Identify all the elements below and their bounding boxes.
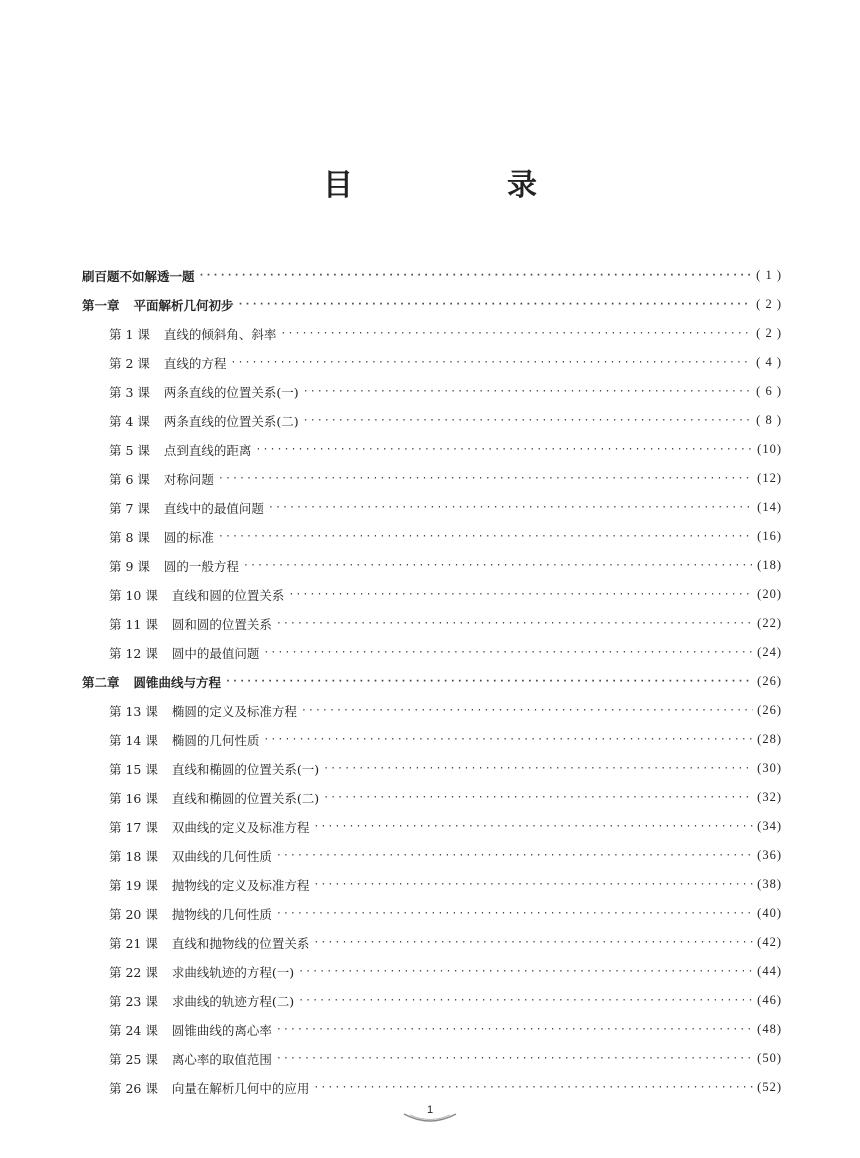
entry-title: 直线和椭圆的位置关系(二): [171, 790, 320, 806]
entry-page-number: ( 2 ): [756, 297, 782, 311]
entry-page-number: (16): [757, 529, 782, 543]
entry-page-number: (24): [757, 645, 782, 659]
entry-number: 第 7 课: [109, 500, 150, 516]
entry-number: 第 26 课: [109, 1080, 158, 1096]
entry-number: 第 4 课: [109, 413, 150, 429]
entry-title: 两条直线的位置关系(二): [163, 413, 299, 429]
entry-page-number: (14): [757, 500, 782, 514]
leader-dots: [323, 792, 753, 803]
entry-title: 刷百题不如解透一题: [82, 268, 195, 284]
entry-number: 第 13 课: [109, 703, 158, 719]
entry-number: 第 20 课: [109, 906, 158, 922]
toc-lesson-entry: [82, 493, 782, 522]
entry-page-number: (30): [757, 761, 782, 775]
entry-number: 第 6 课: [109, 471, 150, 487]
entry-number: 第 22 课: [109, 964, 158, 980]
toc-lesson-entry: [82, 609, 782, 638]
entry-number: 第 15 课: [109, 761, 158, 777]
toc-lesson-entry: [82, 870, 782, 899]
entry-title: 直线中的最值问题: [163, 500, 264, 516]
entry-page-number: (52): [757, 1080, 782, 1094]
entry-title: 离心率的取值范围: [171, 1051, 272, 1067]
entry-page-number: (50): [757, 1051, 782, 1065]
entry-title: 直线和圆的位置关系: [171, 587, 285, 603]
entry-page-number: (12): [757, 471, 782, 485]
entry-page-number: ( 8 ): [756, 413, 782, 427]
leader-dots: [323, 763, 753, 774]
entry-page-number: (32): [757, 790, 782, 804]
entry-page-number: (46): [757, 993, 782, 1007]
entry-title: 椭圆的定义及标准方程: [171, 703, 297, 719]
entry-number: 第 8 课: [109, 529, 150, 545]
entry-number: 第 3 课: [109, 384, 150, 400]
entry-page-number: (26): [757, 674, 782, 688]
entry-page-number: (10): [757, 442, 782, 456]
entry-title: 圆锥曲线的离心率: [171, 1022, 272, 1038]
entry-title: 求曲线轨迹的方程(一): [171, 964, 295, 980]
entry-title: 抛物线的定义及标准方程: [171, 877, 310, 893]
leader-dots: [288, 589, 753, 600]
entry-number: 第 10 课: [109, 587, 158, 603]
leader-dots: [313, 821, 753, 832]
page-number: 1: [426, 1104, 434, 1116]
page-title: 目 录: [323, 168, 599, 203]
entry-number: 第 14 课: [109, 732, 158, 748]
entry-page-number: ( 6 ): [756, 384, 782, 398]
leader-dots: [230, 357, 752, 368]
entry-page-number: (48): [757, 1022, 782, 1036]
leader-dots: [313, 1082, 753, 1093]
entry-page-number: (40): [757, 906, 782, 920]
leader-dots: [313, 879, 753, 890]
toc-lesson-entry: [82, 725, 782, 754]
toc-lesson-entry: [82, 696, 782, 725]
toc-lesson-entry: [82, 1073, 782, 1102]
entry-page-number: (38): [757, 877, 782, 891]
leader-dots: [276, 908, 753, 919]
leader-dots: [243, 560, 753, 571]
entry-title: 双曲线的几何性质: [171, 848, 272, 864]
entry-title: 椭圆的几何性质: [171, 732, 260, 748]
leader-dots: [263, 647, 753, 658]
toc-lesson-entry: [82, 783, 782, 812]
entry-page-number: (36): [757, 848, 782, 862]
entry-page-number: (42): [757, 935, 782, 949]
toc-lesson-entry: [82, 580, 782, 609]
entry-title: 平面解析几何初步: [133, 297, 234, 313]
entry-title: 求曲线的轨迹方程(二): [171, 993, 295, 1009]
toc-lesson-entry: [82, 551, 782, 580]
leader-dots: [276, 1024, 753, 1035]
toc-lesson-entry: [82, 638, 782, 667]
leader-dots: [303, 386, 753, 397]
entry-page-number: (44): [757, 964, 782, 978]
entry-number: 第 5 课: [109, 442, 150, 458]
toc-chapter-entry: [82, 667, 782, 696]
leader-dots: [276, 850, 753, 861]
entry-number: 第 18 课: [109, 848, 158, 864]
leader-dots: [255, 444, 753, 455]
leader-dots: [313, 937, 753, 948]
toc-lesson-entry: [82, 928, 782, 957]
entry-title: 向量在解析几何中的应用: [171, 1080, 310, 1096]
entry-page-number: (18): [757, 558, 782, 572]
entry-number: 第 11 课: [109, 616, 158, 632]
entry-page-number: (22): [757, 616, 782, 630]
leader-dots: [263, 734, 753, 745]
toc-lesson-entry: [82, 319, 782, 348]
toc-lesson-entry: [82, 406, 782, 435]
entry-title: 直线和抛物线的位置关系: [171, 935, 310, 951]
toc-lesson-entry: [82, 899, 782, 928]
leader-dots: [276, 1053, 753, 1064]
table-of-contents: [82, 261, 782, 1102]
entry-page-number: (34): [757, 819, 782, 833]
entry-page-number: (26): [757, 703, 782, 717]
entry-title: 直线的倾斜角、斜率: [163, 326, 277, 342]
entry-page-number: ( 4 ): [756, 355, 782, 369]
toc-lesson-entry: [82, 1044, 782, 1073]
toc-lesson-entry: [82, 1015, 782, 1044]
entry-number: 第 21 课: [109, 935, 158, 951]
leader-dots: [276, 618, 753, 629]
entry-number: 第 16 课: [109, 790, 158, 806]
entry-title: 直线和椭圆的位置关系(一): [171, 761, 320, 777]
toc-lesson-entry: [82, 464, 782, 493]
entry-page-number: ( 2 ): [756, 326, 782, 340]
entry-number: 第 17 课: [109, 819, 158, 835]
entry-title: 圆锥曲线与方程: [133, 674, 222, 690]
leader-dots: [298, 966, 753, 977]
entry-title: 圆的标准: [163, 529, 214, 545]
leader-dots: [238, 299, 753, 310]
entry-title: 点到直线的距离: [163, 442, 252, 458]
leader-dots: [218, 473, 753, 484]
entry-title: 双曲线的定义及标准方程: [171, 819, 310, 835]
entry-title: 直线的方程: [163, 355, 227, 371]
toc-chapter-entry: [82, 290, 782, 319]
leader-dots: [268, 502, 753, 513]
leader-dots: [301, 705, 753, 716]
entry-page-number: (28): [757, 732, 782, 746]
entry-title: 圆和圆的位置关系: [171, 616, 272, 632]
toc-lesson-entry: [82, 435, 782, 464]
toc-lesson-entry: [82, 754, 782, 783]
entry-title: 两条直线的位置关系(一): [163, 384, 299, 400]
entry-number: 第 12 课: [109, 645, 158, 661]
leader-dots: [280, 328, 752, 339]
entry-title: 圆中的最值问题: [171, 645, 260, 661]
entry-number: 第 25 课: [109, 1051, 158, 1067]
leader-dots: [298, 995, 753, 1006]
leader-dots: [218, 531, 753, 542]
entry-number: 第 9 课: [109, 558, 150, 574]
toc-lesson-entry: [82, 377, 782, 406]
entry-number: 第 2 课: [109, 355, 150, 371]
toc-lesson-entry: [82, 348, 782, 377]
toc-lesson-entry: [82, 522, 782, 551]
entry-number: 第 19 课: [109, 877, 158, 893]
entry-page-number: (20): [757, 587, 782, 601]
entry-number: 第 23 课: [109, 993, 158, 1009]
entry-title: 对称问题: [163, 471, 214, 487]
toc-lesson-entry: [82, 812, 782, 841]
entry-number: 第二章: [82, 674, 120, 690]
toc-lesson-entry: [82, 986, 782, 1015]
entry-number: 第一章: [82, 297, 120, 313]
toc-lesson-entry: [82, 957, 782, 986]
leader-dots: [225, 676, 753, 687]
toc-chapter-entry: [82, 261, 782, 290]
leader-dots: [303, 415, 753, 426]
toc-lesson-entry: [82, 841, 782, 870]
entry-number: 第 24 课: [109, 1022, 158, 1038]
entry-title: 抛物线的几何性质: [171, 906, 272, 922]
entry-number: 第 1 课: [109, 326, 150, 342]
entry-page-number: ( 1 ): [756, 268, 782, 282]
leader-dots: [199, 270, 753, 281]
entry-title: 圆的一般方程: [163, 558, 239, 574]
